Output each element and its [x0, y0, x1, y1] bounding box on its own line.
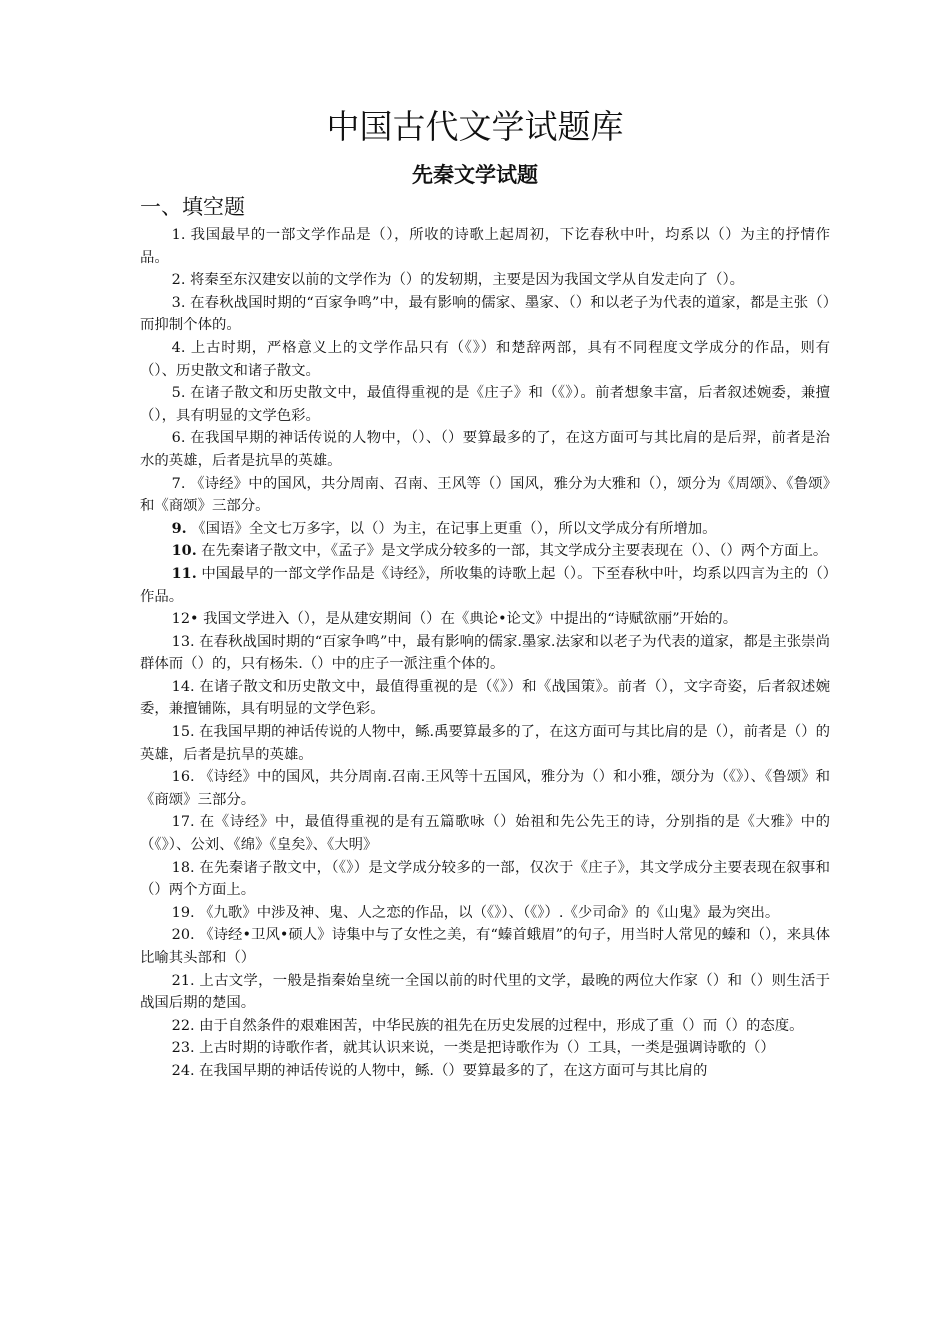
question-item: [140, 292, 830, 337]
question-text: 上古时期，严格意义上的文学作品只有（《》）和楚辞两部，具有不同程度文学成分的作品，则有（）、历史散文和诸子散文。: [140, 339, 830, 379]
question-number: 22.: [171, 1017, 195, 1034]
question-number: 11.: [171, 564, 197, 582]
question-item: [140, 766, 830, 811]
question-text: 在春秋战国时期的“百家争鸣”中，最有影响的儒家.墨家.法家和以老子为代表的道家，都是主张崇尚群体而（）的，只有杨朱.（）中的庄子一派注重个体的。: [140, 633, 830, 673]
question-item: [140, 382, 830, 427]
question-text: 《诗经•卫风•硕人》诗集中与了女性之美，有“螓首蛾眉”的句子，用当时人常见的螓和（），来具体比喻其头部和（）: [140, 927, 830, 966]
question-number: 13.: [171, 633, 195, 650]
question-number: 24.: [171, 1062, 195, 1079]
question-number: 21.: [171, 972, 195, 989]
question-item: [140, 337, 830, 382]
question-text: 在先秦诸子散文中，（《》）是文学成分较多的一部，仅次于《庄子》，其文学成分主要表现在叙事和（）两个方面上。: [140, 859, 830, 899]
question-text: 我国最早的一部文学作品是（），所收的诗歌上起周初，下讫春秋中叶，均系以（）为主的抒情作品。: [140, 227, 831, 266]
question-text: 在诸子散文和历史散文中，最值得重视的是《庄子》和（《》）。前者想象丰富，后者叙述婉委，兼擅（），具有明显的文学色彩。: [140, 385, 830, 424]
question-text: 在先秦诸子散文中，《孟子》是文学成分较多的一部，其文学成分主要表现在（）、（）两个方面上。: [201, 543, 828, 560]
question-text: 在我国早期的神话传说的人物中，鲧.（）要算最多的了，在这方面可与其比肩的: [199, 1062, 708, 1079]
question-number: 7.: [171, 475, 186, 492]
question-item: [140, 540, 830, 563]
document-subtitle: 先秦文学试题: [412, 163, 538, 187]
question-number: 18.: [171, 859, 195, 876]
question-item: [140, 563, 830, 608]
question-text: 《诗经》中的国风，共分周南.召南.王风等十五国风，雅分为（）和小雅，颂分为（《》）、《鲁颂》和《商颂》三部分。: [140, 769, 830, 808]
question-item: [140, 224, 830, 269]
question-item: [140, 721, 830, 766]
question-number: 4.: [171, 339, 186, 356]
question-number: 2.: [171, 272, 186, 289]
question-text: 《国语》全文七万多字，以（）为主，在记事上更重（），所以文学成分有所增加。: [191, 520, 717, 537]
question-item: [140, 1015, 830, 1038]
question-item: [140, 1060, 830, 1083]
question-item: [140, 608, 830, 631]
question-item: [140, 473, 830, 518]
question-number: 19.: [171, 904, 195, 921]
question-text: 上古文学，一般是指秦始皇统一全国以前的时代里的文学，最晚的两位大作家（）和（）则生活于战国后期的楚国。: [140, 972, 830, 1012]
question-item: [140, 857, 830, 902]
question-text: 上古时期的诗歌作者，就其认识来说，一类是把诗歌作为（）工具，一类是强调诗歌的（）: [199, 1040, 775, 1057]
question-text: 中国最早的一部文学作品是《诗经》，所收集的诗歌上起（）。下至春秋中叶，均系以四言为主的（）作品。: [140, 565, 830, 605]
question-text: 将秦至东汉建安以前的文学作为（）的发轫期，主要是因为我国文学从自发走向了（）。: [189, 272, 745, 289]
question-text: 我国文学进入（），是从建安期间（）在《典论•论文》中提出的“诗赋欲丽”开始的。: [203, 611, 738, 628]
question-text: 在我国早期的神话传说的人物中，（）、（）要算最多的了，在这方面可与其比肩的是后羿，前者是治水的英雄，后者是抗旱的英雄。: [140, 430, 830, 469]
question-number: 14.: [171, 678, 195, 695]
question-item: [140, 811, 830, 856]
question-item: [140, 970, 830, 1015]
question-text: 《诗经》中的国风，共分周南、召南、王风等（）国风，雅分为大雅和（），颂分为《周颂》、《鲁颂》和《商颂》三部分。: [140, 475, 830, 515]
question-number: 23.: [171, 1040, 195, 1057]
question-number: 17.: [171, 814, 195, 831]
question-number: 6.: [171, 430, 186, 447]
question-item: [140, 518, 830, 541]
question-number: 16.: [171, 769, 195, 786]
question-text: 《九歌》中涉及神、鬼、人之恋的作品，以（《》）、（《》）.《少司命》的《山鬼》最为突出。: [199, 904, 780, 921]
question-item: [140, 631, 830, 676]
question-number: 1.: [171, 227, 186, 243]
question-text: 在《诗经》中，最值得重视的是有五篇歌咏（）始祖和先公先王的诗，分别指的是《大雅》中的（《》）、公刘、《绵》《皇矣》、《大明》: [140, 814, 830, 854]
question-number: 12•: [171, 611, 199, 628]
question-number: 20.: [171, 927, 195, 944]
question-item: [140, 924, 830, 969]
question-text: 由于自然条件的艰难困苦，中华民族的祖先在历史发展的过程中，形成了重（）而（）的态度。: [199, 1017, 804, 1034]
document-title: 中国古代文学试题库: [326, 107, 624, 146]
question-item: [140, 269, 830, 292]
question-number: 5.: [171, 385, 186, 402]
question-number: 15.: [171, 724, 195, 741]
question-item: [140, 1037, 830, 1060]
question-number: 10.: [171, 542, 197, 560]
question-text: 在我国早期的神话传说的人物中，鲧.禹要算最多的了，在这方面可与其比肩的是（），前者是（）的英雄，后者是抗旱的英雄。: [140, 724, 830, 763]
question-number: 3.: [171, 294, 186, 311]
question-text: 在春秋战国时期的“百家争鸣”中，最有影响的儒家、墨家、（）和以老子为代表的道家，都是主张（）而抑制个体的。: [140, 294, 830, 334]
question-item: [140, 427, 830, 472]
section-heading: 一、填空题: [140, 195, 245, 219]
question-text: 在诸子散文和历史散文中，最值得重视的是（《》）和《战国策》。前者（），文字奇姿，后者叙述婉委，兼擅铺陈，具有明显的文学色彩。: [140, 678, 830, 718]
question-item: [140, 902, 830, 925]
question-list: [140, 224, 830, 1083]
question-item: [140, 676, 830, 721]
question-number: 9.: [171, 519, 187, 537]
